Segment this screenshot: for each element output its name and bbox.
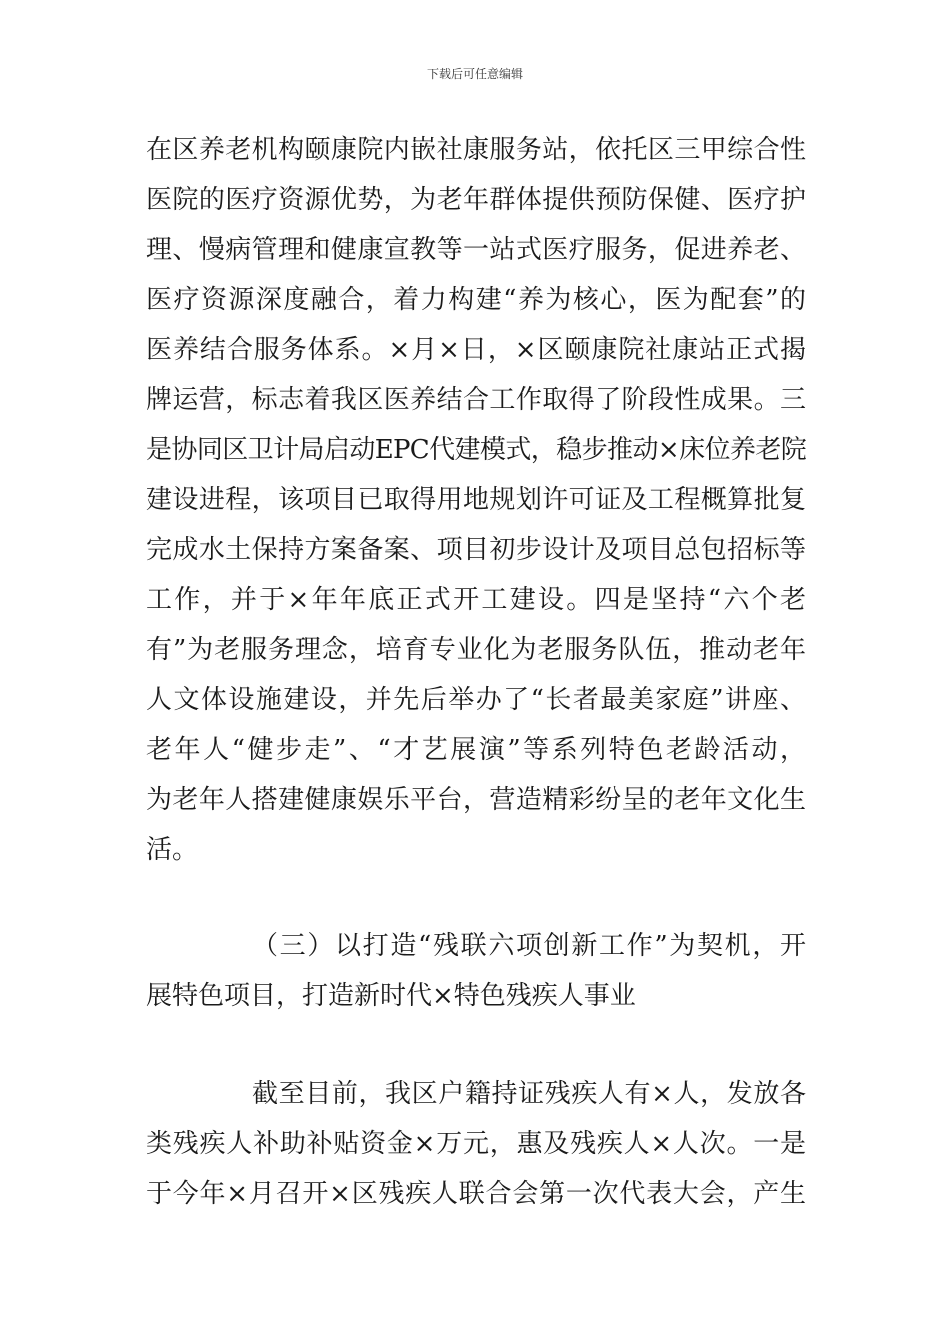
text-line: 为老年人搭建健康娱乐平台，营造精彩纷呈的老年文化生 xyxy=(146,785,806,815)
text-line: 活。 xyxy=(146,835,199,865)
text-line: 工作，并于×年年底正式开工建设。四是坚持“六个老 xyxy=(146,585,806,615)
text-line: 医养结合服务体系。×月×日，×区颐康院社康站正式揭 xyxy=(146,335,806,365)
text-line: 类残疾人补助补贴资金×万元，惠及残疾人×人次。一是 xyxy=(146,1129,806,1159)
text-line: 牌运营，标志着我区医养结合工作取得了阶段性成果。三 xyxy=(146,385,806,415)
text-line: 完成水土保持方案备案、项目初步设计及项目总包招标等 xyxy=(146,535,806,565)
text-line: 老年人“健步走”、“才艺展演”等系列特色老龄活动， xyxy=(146,735,806,765)
text-line: 理、慢病管理和健康宣教等一站式医疗服务，促进养老、 xyxy=(146,235,806,265)
page-header: 下载后可任意编辑 xyxy=(426,67,523,81)
text-line: 医疗资源深度融合，着力构建“养为核心，医为配套”的 xyxy=(146,285,806,315)
heading-line: （三）以打造“残联六项创新工作”为契机，开 xyxy=(252,931,806,961)
text-line: 人文体设施建设，并先后举办了“长者最美家庭”讲座、 xyxy=(146,685,806,715)
text-line: 截至目前，我区户籍持证残疾人有×人，发放各 xyxy=(252,1079,806,1109)
heading-line: 展特色项目，打造新时代×特色残疾人事业 xyxy=(146,981,636,1011)
text-line: 在区养老机构颐康院内嵌社康服务站，依托区三甲综合性 xyxy=(146,135,806,165)
text-line: 建设进程，该项目已取得用地规划许可证及工程概算批复 xyxy=(146,485,806,515)
text-line: 医院的医疗资源优势，为老年群体提供预防保健、医疗护 xyxy=(146,185,806,215)
text-line: 于今年×月召开×区残疾人联合会第一次代表大会，产生 xyxy=(146,1179,806,1209)
text-line: 有”为老服务理念，培育专业化为老服务队伍，推动老年 xyxy=(146,635,806,665)
text-line: 是协同区卫计局启动EPC代建模式，稳步推动×床位养老院 xyxy=(146,435,806,465)
